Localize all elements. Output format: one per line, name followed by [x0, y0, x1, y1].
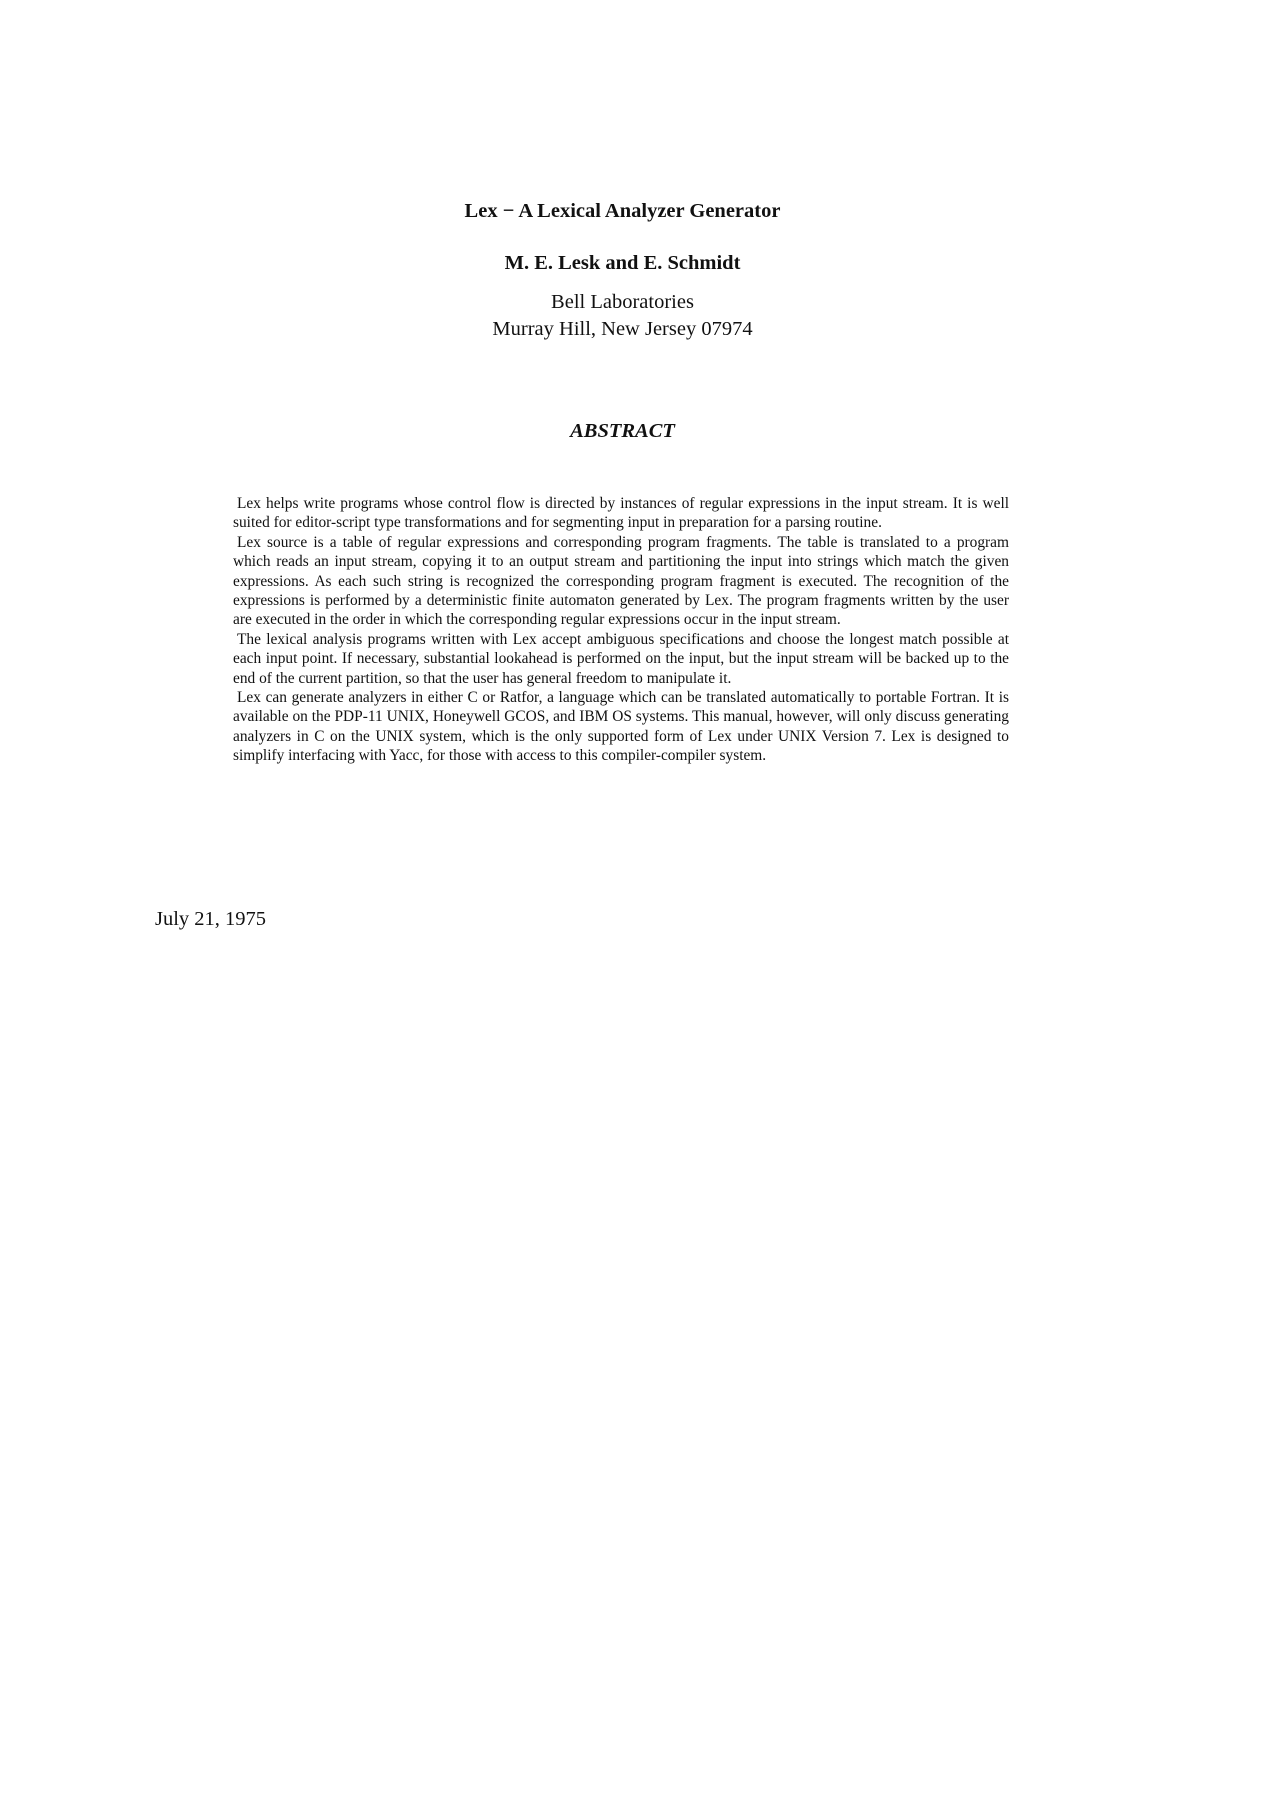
abstract-paragraph: Lex can generate analyzers in either C or Ratfor, a language which can be translated automatically to portable Fortran. It is available on the PDP-11 UNIX, Honeywell GCOS, and IBM OS systems. This manual, however, will only discuss generating analyzers in C on the UNIX system, which is the only supported form of Lex under UNIX Version 7. Lex is designed to simplify interfacing with Yacc, for those with access to this compiler-compiler system. — [233, 689, 1009, 765]
paper-title: Lex − A Lexical Analyzer Generator — [464, 200, 781, 222]
abstract-paragraph: The lexical analysis programs written with Lex accept ambiguous specifications and choose the longest match possible at each input point. If necessary, substantial lookahead is performed on the input, but the input stream will be backed up to the end of the current partition, so that the user has general freedom to manipulate it. — [233, 630, 1009, 687]
affiliation-address: Murray Hill, New Jersey 07974 — [492, 318, 753, 340]
abstract-paragraph: Lex source is a table of regular expressions and corresponding program fragments. The table is translated to a program which reads an input stream, copying it to an output stream and partitioning the input into strings which match the given expressions. As each such string is recognized the corresponding program fragment is executed. The recognition of the expressions is performed by a deterministic finite automaton generated by Lex. The program fragments written by the user are executed in the order in which the corresponding regular expressions occur in the input stream. — [233, 533, 1009, 629]
abstract-heading: ABSTRACT — [570, 420, 675, 442]
affiliation-organization: Bell Laboratories — [551, 291, 694, 313]
abstract-paragraph: Lex helps write programs whose control flow is directed by instances of regular expressions in the input stream. It is well suited for editor-script type transformations and for segmenting input in preparation for a parsing routine. — [233, 495, 1009, 532]
author-affiliation — [0, 289, 1245, 343]
publication-date: July 21, 1975 — [155, 908, 267, 930]
paper-authors: M. E. Lesk and E. Schmidt — [504, 252, 741, 274]
abstract-body — [233, 494, 1009, 766]
